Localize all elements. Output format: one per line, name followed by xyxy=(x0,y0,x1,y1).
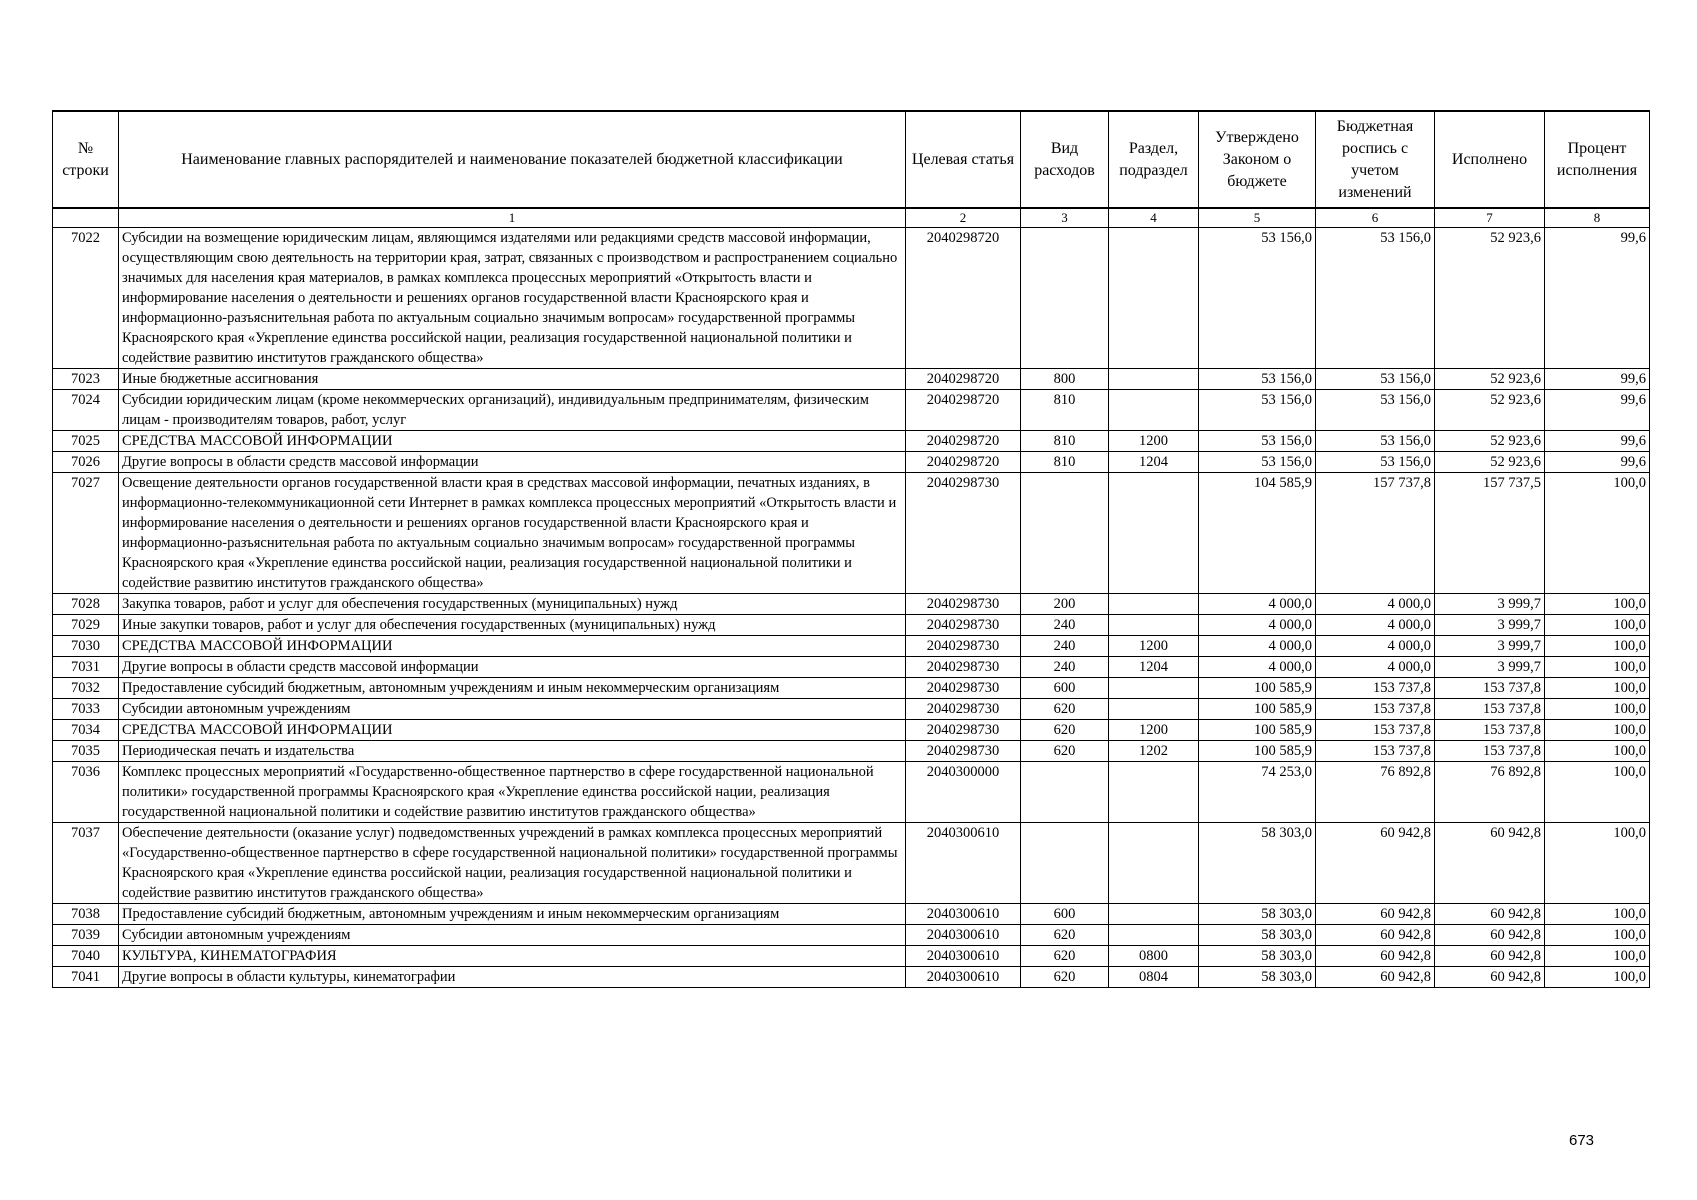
row-section xyxy=(1109,594,1199,615)
table-row xyxy=(53,228,1650,369)
row-section: 1200 xyxy=(1109,431,1199,452)
row-name: Периодическая печать и издательства xyxy=(119,741,906,762)
row-name: СРЕДСТВА МАССОВОЙ ИНФОРМАЦИИ xyxy=(119,636,906,657)
row-percent: 100,0 xyxy=(1545,678,1650,699)
row-percent: 99,6 xyxy=(1545,431,1650,452)
row-section: 0804 xyxy=(1109,967,1199,988)
row-executed: 60 942,8 xyxy=(1435,823,1545,904)
row-budget-list: 53 156,0 xyxy=(1316,369,1435,390)
column-number-6: 6 xyxy=(1316,208,1435,228)
row-number: 7026 xyxy=(53,452,119,473)
row-name: Предоставление субсидий бюджетным, автономным учреждениям и иным некоммерческим организациям xyxy=(119,904,906,925)
budget-execution-table xyxy=(52,110,1650,988)
row-name: Комплекс процессных мероприятий «Государственно-общественное партнерство в сфере государственной национальной политики» государственной программы Красноярского края «Укрепление единства российской нации, реализация государственной национальной политики и содействие развитию институтов гражданского общества» xyxy=(119,762,906,823)
row-percent: 99,6 xyxy=(1545,452,1650,473)
table-row xyxy=(53,904,1650,925)
row-number: 7034 xyxy=(53,720,119,741)
row-target-article: 2040298720 xyxy=(906,452,1021,473)
row-name: Иные бюджетные ассигнования xyxy=(119,369,906,390)
row-section: 1204 xyxy=(1109,657,1199,678)
row-target-article: 2040300610 xyxy=(906,967,1021,988)
row-name: Иные закупки товаров, работ и услуг для обеспечения государственных (муниципальных) нужд xyxy=(119,615,906,636)
row-executed: 60 942,8 xyxy=(1435,904,1545,925)
row-number: 7037 xyxy=(53,823,119,904)
row-executed: 52 923,6 xyxy=(1435,369,1545,390)
table-row xyxy=(53,699,1650,720)
table-row xyxy=(53,925,1650,946)
column-number-blank xyxy=(53,208,119,228)
row-approved: 58 303,0 xyxy=(1199,925,1316,946)
row-budget-list: 60 942,8 xyxy=(1316,946,1435,967)
row-number: 7036 xyxy=(53,762,119,823)
row-executed: 52 923,6 xyxy=(1435,452,1545,473)
row-number: 7029 xyxy=(53,615,119,636)
column-number-4: 4 xyxy=(1109,208,1199,228)
row-number: 7028 xyxy=(53,594,119,615)
table-row xyxy=(53,452,1650,473)
column-number-3: 3 xyxy=(1021,208,1109,228)
row-executed: 60 942,8 xyxy=(1435,925,1545,946)
row-approved: 53 156,0 xyxy=(1199,390,1316,431)
table-row xyxy=(53,678,1650,699)
row-budget-list: 4 000,0 xyxy=(1316,615,1435,636)
row-number: 7032 xyxy=(53,678,119,699)
row-number: 7022 xyxy=(53,228,119,369)
row-percent: 100,0 xyxy=(1545,925,1650,946)
row-number: 7030 xyxy=(53,636,119,657)
row-expense-kind: 620 xyxy=(1021,946,1109,967)
row-percent: 100,0 xyxy=(1545,741,1650,762)
table-row xyxy=(53,636,1650,657)
row-name: КУЛЬТУРА, КИНЕМАТОГРАФИЯ xyxy=(119,946,906,967)
row-executed: 52 923,6 xyxy=(1435,228,1545,369)
row-budget-list: 53 156,0 xyxy=(1316,390,1435,431)
row-percent: 99,6 xyxy=(1545,369,1650,390)
row-number: 7024 xyxy=(53,390,119,431)
row-section xyxy=(1109,473,1199,594)
row-expense-kind xyxy=(1021,228,1109,369)
column-number-1: 1 xyxy=(119,208,906,228)
row-name: Другие вопросы в области культуры, кинематографии xyxy=(119,967,906,988)
column-number-8: 8 xyxy=(1545,208,1650,228)
row-executed: 52 923,6 xyxy=(1435,390,1545,431)
table-row xyxy=(53,431,1650,452)
table-row xyxy=(53,946,1650,967)
row-section xyxy=(1109,615,1199,636)
row-name: Закупка товаров, работ и услуг для обеспечения государственных (муниципальных) нужд xyxy=(119,594,906,615)
table-body xyxy=(53,228,1650,988)
row-expense-kind: 810 xyxy=(1021,431,1109,452)
table-row xyxy=(53,473,1650,594)
column-number-7: 7 xyxy=(1435,208,1545,228)
row-budget-list: 153 737,8 xyxy=(1316,678,1435,699)
row-approved: 100 585,9 xyxy=(1199,678,1316,699)
row-expense-kind: 240 xyxy=(1021,636,1109,657)
row-section: 1204 xyxy=(1109,452,1199,473)
row-target-article: 2040298730 xyxy=(906,615,1021,636)
row-number: 7033 xyxy=(53,699,119,720)
row-approved: 100 585,9 xyxy=(1199,699,1316,720)
header-approved: Утверждено Законом о бюджете xyxy=(1199,111,1316,208)
row-expense-kind xyxy=(1021,473,1109,594)
row-budget-list: 53 156,0 xyxy=(1316,228,1435,369)
row-expense-kind: 200 xyxy=(1021,594,1109,615)
row-target-article: 2040298730 xyxy=(906,720,1021,741)
row-name: Предоставление субсидий бюджетным, автономным учреждениям и иным некоммерческим организациям xyxy=(119,678,906,699)
row-percent: 100,0 xyxy=(1545,636,1650,657)
row-target-article: 2040300610 xyxy=(906,925,1021,946)
row-approved: 104 585,9 xyxy=(1199,473,1316,594)
row-section xyxy=(1109,904,1199,925)
row-target-article: 2040298720 xyxy=(906,228,1021,369)
row-percent: 100,0 xyxy=(1545,615,1650,636)
row-budget-list: 53 156,0 xyxy=(1316,452,1435,473)
row-approved: 4 000,0 xyxy=(1199,594,1316,615)
row-expense-kind: 600 xyxy=(1021,678,1109,699)
row-number: 7038 xyxy=(53,904,119,925)
row-name: Субсидии юридическим лицам (кроме некоммерческих организаций), индивидуальным предпринимателям, физическим лицам - производителям товаров, работ, услуг xyxy=(119,390,906,431)
table-row xyxy=(53,762,1650,823)
row-approved: 58 303,0 xyxy=(1199,967,1316,988)
row-percent: 100,0 xyxy=(1545,657,1650,678)
row-section: 0800 xyxy=(1109,946,1199,967)
row-target-article: 2040300610 xyxy=(906,904,1021,925)
row-expense-kind: 620 xyxy=(1021,925,1109,946)
header-budget-list: Бюджетная роспись с учетом изменений xyxy=(1316,111,1435,208)
row-number: 7041 xyxy=(53,967,119,988)
row-budget-list: 60 942,8 xyxy=(1316,904,1435,925)
row-target-article: 2040298730 xyxy=(906,699,1021,720)
row-section: 1200 xyxy=(1109,636,1199,657)
row-executed: 76 892,8 xyxy=(1435,762,1545,823)
row-section xyxy=(1109,228,1199,369)
row-target-article: 2040298730 xyxy=(906,594,1021,615)
row-expense-kind: 620 xyxy=(1021,720,1109,741)
row-approved: 53 156,0 xyxy=(1199,431,1316,452)
row-name: СРЕДСТВА МАССОВОЙ ИНФОРМАЦИИ xyxy=(119,720,906,741)
row-number: 7025 xyxy=(53,431,119,452)
row-approved: 53 156,0 xyxy=(1199,452,1316,473)
row-approved: 100 585,9 xyxy=(1199,741,1316,762)
row-approved: 74 253,0 xyxy=(1199,762,1316,823)
row-approved: 4 000,0 xyxy=(1199,615,1316,636)
row-approved: 100 585,9 xyxy=(1199,720,1316,741)
row-budget-list: 4 000,0 xyxy=(1316,594,1435,615)
row-section: 1200 xyxy=(1109,720,1199,741)
row-number: 7035 xyxy=(53,741,119,762)
table-row xyxy=(53,823,1650,904)
row-budget-list: 4 000,0 xyxy=(1316,657,1435,678)
table-row xyxy=(53,390,1650,431)
row-section xyxy=(1109,823,1199,904)
column-number-5: 5 xyxy=(1199,208,1316,228)
row-percent: 100,0 xyxy=(1545,720,1650,741)
row-expense-kind: 240 xyxy=(1021,615,1109,636)
row-target-article: 2040298730 xyxy=(906,473,1021,594)
row-section xyxy=(1109,678,1199,699)
row-budget-list: 153 737,8 xyxy=(1316,741,1435,762)
row-percent: 100,0 xyxy=(1545,594,1650,615)
row-budget-list: 4 000,0 xyxy=(1316,636,1435,657)
row-executed: 52 923,6 xyxy=(1435,431,1545,452)
row-budget-list: 76 892,8 xyxy=(1316,762,1435,823)
row-section: 1202 xyxy=(1109,741,1199,762)
row-target-article: 2040298730 xyxy=(906,678,1021,699)
column-number-row xyxy=(53,208,1650,228)
row-target-article: 2040300610 xyxy=(906,946,1021,967)
header-percent: Процент исполнения xyxy=(1545,111,1650,208)
row-name: СРЕДСТВА МАССОВОЙ ИНФОРМАЦИИ xyxy=(119,431,906,452)
row-section xyxy=(1109,762,1199,823)
row-approved: 53 156,0 xyxy=(1199,228,1316,369)
table-header-row xyxy=(53,111,1650,208)
row-percent: 100,0 xyxy=(1545,699,1650,720)
row-percent: 100,0 xyxy=(1545,473,1650,594)
row-target-article: 2040298730 xyxy=(906,657,1021,678)
row-budget-list: 60 942,8 xyxy=(1316,823,1435,904)
row-executed: 153 737,8 xyxy=(1435,699,1545,720)
row-name: Другие вопросы в области средств массовой информации xyxy=(119,452,906,473)
row-percent: 100,0 xyxy=(1545,904,1650,925)
row-percent: 100,0 xyxy=(1545,967,1650,988)
table-row xyxy=(53,720,1650,741)
row-number: 7031 xyxy=(53,657,119,678)
row-expense-kind: 600 xyxy=(1021,904,1109,925)
row-section xyxy=(1109,390,1199,431)
table-row xyxy=(53,369,1650,390)
row-budget-list: 157 737,8 xyxy=(1316,473,1435,594)
table-row xyxy=(53,594,1650,615)
row-section xyxy=(1109,369,1199,390)
row-expense-kind: 240 xyxy=(1021,657,1109,678)
row-expense-kind: 620 xyxy=(1021,699,1109,720)
row-expense-kind: 620 xyxy=(1021,741,1109,762)
row-budget-list: 60 942,8 xyxy=(1316,967,1435,988)
row-target-article: 2040298720 xyxy=(906,431,1021,452)
row-executed: 3 999,7 xyxy=(1435,636,1545,657)
row-expense-kind: 800 xyxy=(1021,369,1109,390)
row-expense-kind xyxy=(1021,762,1109,823)
row-approved: 58 303,0 xyxy=(1199,823,1316,904)
row-section xyxy=(1109,925,1199,946)
row-expense-kind: 620 xyxy=(1021,967,1109,988)
row-name: Другие вопросы в области средств массовой информации xyxy=(119,657,906,678)
header-name: Наименование главных распорядителей и наименование показателей бюджетной классификации xyxy=(119,111,906,208)
row-approved: 4 000,0 xyxy=(1199,657,1316,678)
row-target-article: 2040298720 xyxy=(906,369,1021,390)
row-approved: 53 156,0 xyxy=(1199,369,1316,390)
row-number: 7040 xyxy=(53,946,119,967)
row-name: Субсидии автономным учреждениям xyxy=(119,925,906,946)
row-percent: 99,6 xyxy=(1545,228,1650,369)
row-name: Обеспечение деятельности (оказание услуг) подведомственных учреждений в рамках комплекса процессных мероприятий «Государственно-общественное партнерство в сфере государственной национальной политики» государственной программы Красноярского края «Укрепление единства российской нации, реализация государственной национальной политики и содействие развитию институтов гражданского общества» xyxy=(119,823,906,904)
row-target-article: 2040298730 xyxy=(906,741,1021,762)
row-target-article: 2040298720 xyxy=(906,390,1021,431)
header-target-article: Целевая статья xyxy=(906,111,1021,208)
row-approved: 58 303,0 xyxy=(1199,904,1316,925)
row-expense-kind: 810 xyxy=(1021,452,1109,473)
row-target-article: 2040298730 xyxy=(906,636,1021,657)
header-row-number: № строки xyxy=(53,111,119,208)
row-percent: 100,0 xyxy=(1545,946,1650,967)
table-row xyxy=(53,615,1650,636)
header-section: Раздел, подраздел xyxy=(1109,111,1199,208)
row-percent: 100,0 xyxy=(1545,823,1650,904)
row-budget-list: 60 942,8 xyxy=(1316,925,1435,946)
row-executed: 157 737,5 xyxy=(1435,473,1545,594)
row-name: Субсидии автономным учреждениям xyxy=(119,699,906,720)
header-executed: Исполнено xyxy=(1435,111,1545,208)
row-number: 7039 xyxy=(53,925,119,946)
row-executed: 60 942,8 xyxy=(1435,946,1545,967)
row-name: Субсидии на возмещение юридическим лицам, являющимся издателями или редакциями средств массовой информации, осуществляющим свою деятельность на территории края, затрат, связанных с производством и распространением социально значимых для населения края материалов, в рамках комплекса процессных мероприятий «Открытость власти и информирование населения о деятельности и решениях органов государственной власти Красноярского края и информационно-разъяснительная работа по актуальным социально значимым вопросам» государственной программы Красноярского края «Укрепление единства российской нации, реализация государственной национальной политики и содействие развитию институтов гражданского общества» xyxy=(119,228,906,369)
row-executed: 60 942,8 xyxy=(1435,967,1545,988)
row-executed: 3 999,7 xyxy=(1435,657,1545,678)
row-percent: 100,0 xyxy=(1545,762,1650,823)
row-expense-kind xyxy=(1021,823,1109,904)
row-budget-list: 153 737,8 xyxy=(1316,699,1435,720)
row-target-article: 2040300000 xyxy=(906,762,1021,823)
row-approved: 4 000,0 xyxy=(1199,636,1316,657)
table-row xyxy=(53,967,1650,988)
row-expense-kind: 810 xyxy=(1021,390,1109,431)
row-budget-list: 53 156,0 xyxy=(1316,431,1435,452)
table-row xyxy=(53,741,1650,762)
row-executed: 153 737,8 xyxy=(1435,741,1545,762)
row-executed: 3 999,7 xyxy=(1435,615,1545,636)
row-target-article: 2040300610 xyxy=(906,823,1021,904)
column-number-2: 2 xyxy=(906,208,1021,228)
row-number: 7027 xyxy=(53,473,119,594)
row-budget-list: 153 737,8 xyxy=(1316,720,1435,741)
row-section xyxy=(1109,699,1199,720)
row-executed: 153 737,8 xyxy=(1435,720,1545,741)
row-approved: 58 303,0 xyxy=(1199,946,1316,967)
header-expense-kind: Вид расходов xyxy=(1021,111,1109,208)
page-number: 673 xyxy=(1569,1132,1595,1149)
table-row xyxy=(53,657,1650,678)
row-name: Освещение деятельности органов государственной власти края в средствах массовой информации, печатных изданиях, в информационно-телекоммуникационной сети Интернет в рамках комплекса процессных мероприятий «Открытость власти и информирование населения о деятельности и решениях органов государственной власти Красноярского края и информационно-разъяснительная работа по актуальным социально значимым вопросам» государственной программы Красноярского края «Укрепление единства российской нации, реализация государственной национальной политики и содействие развитию институтов гражданского общества» xyxy=(119,473,906,594)
row-executed: 3 999,7 xyxy=(1435,594,1545,615)
row-number: 7023 xyxy=(53,369,119,390)
row-percent: 99,6 xyxy=(1545,390,1650,431)
row-executed: 153 737,8 xyxy=(1435,678,1545,699)
